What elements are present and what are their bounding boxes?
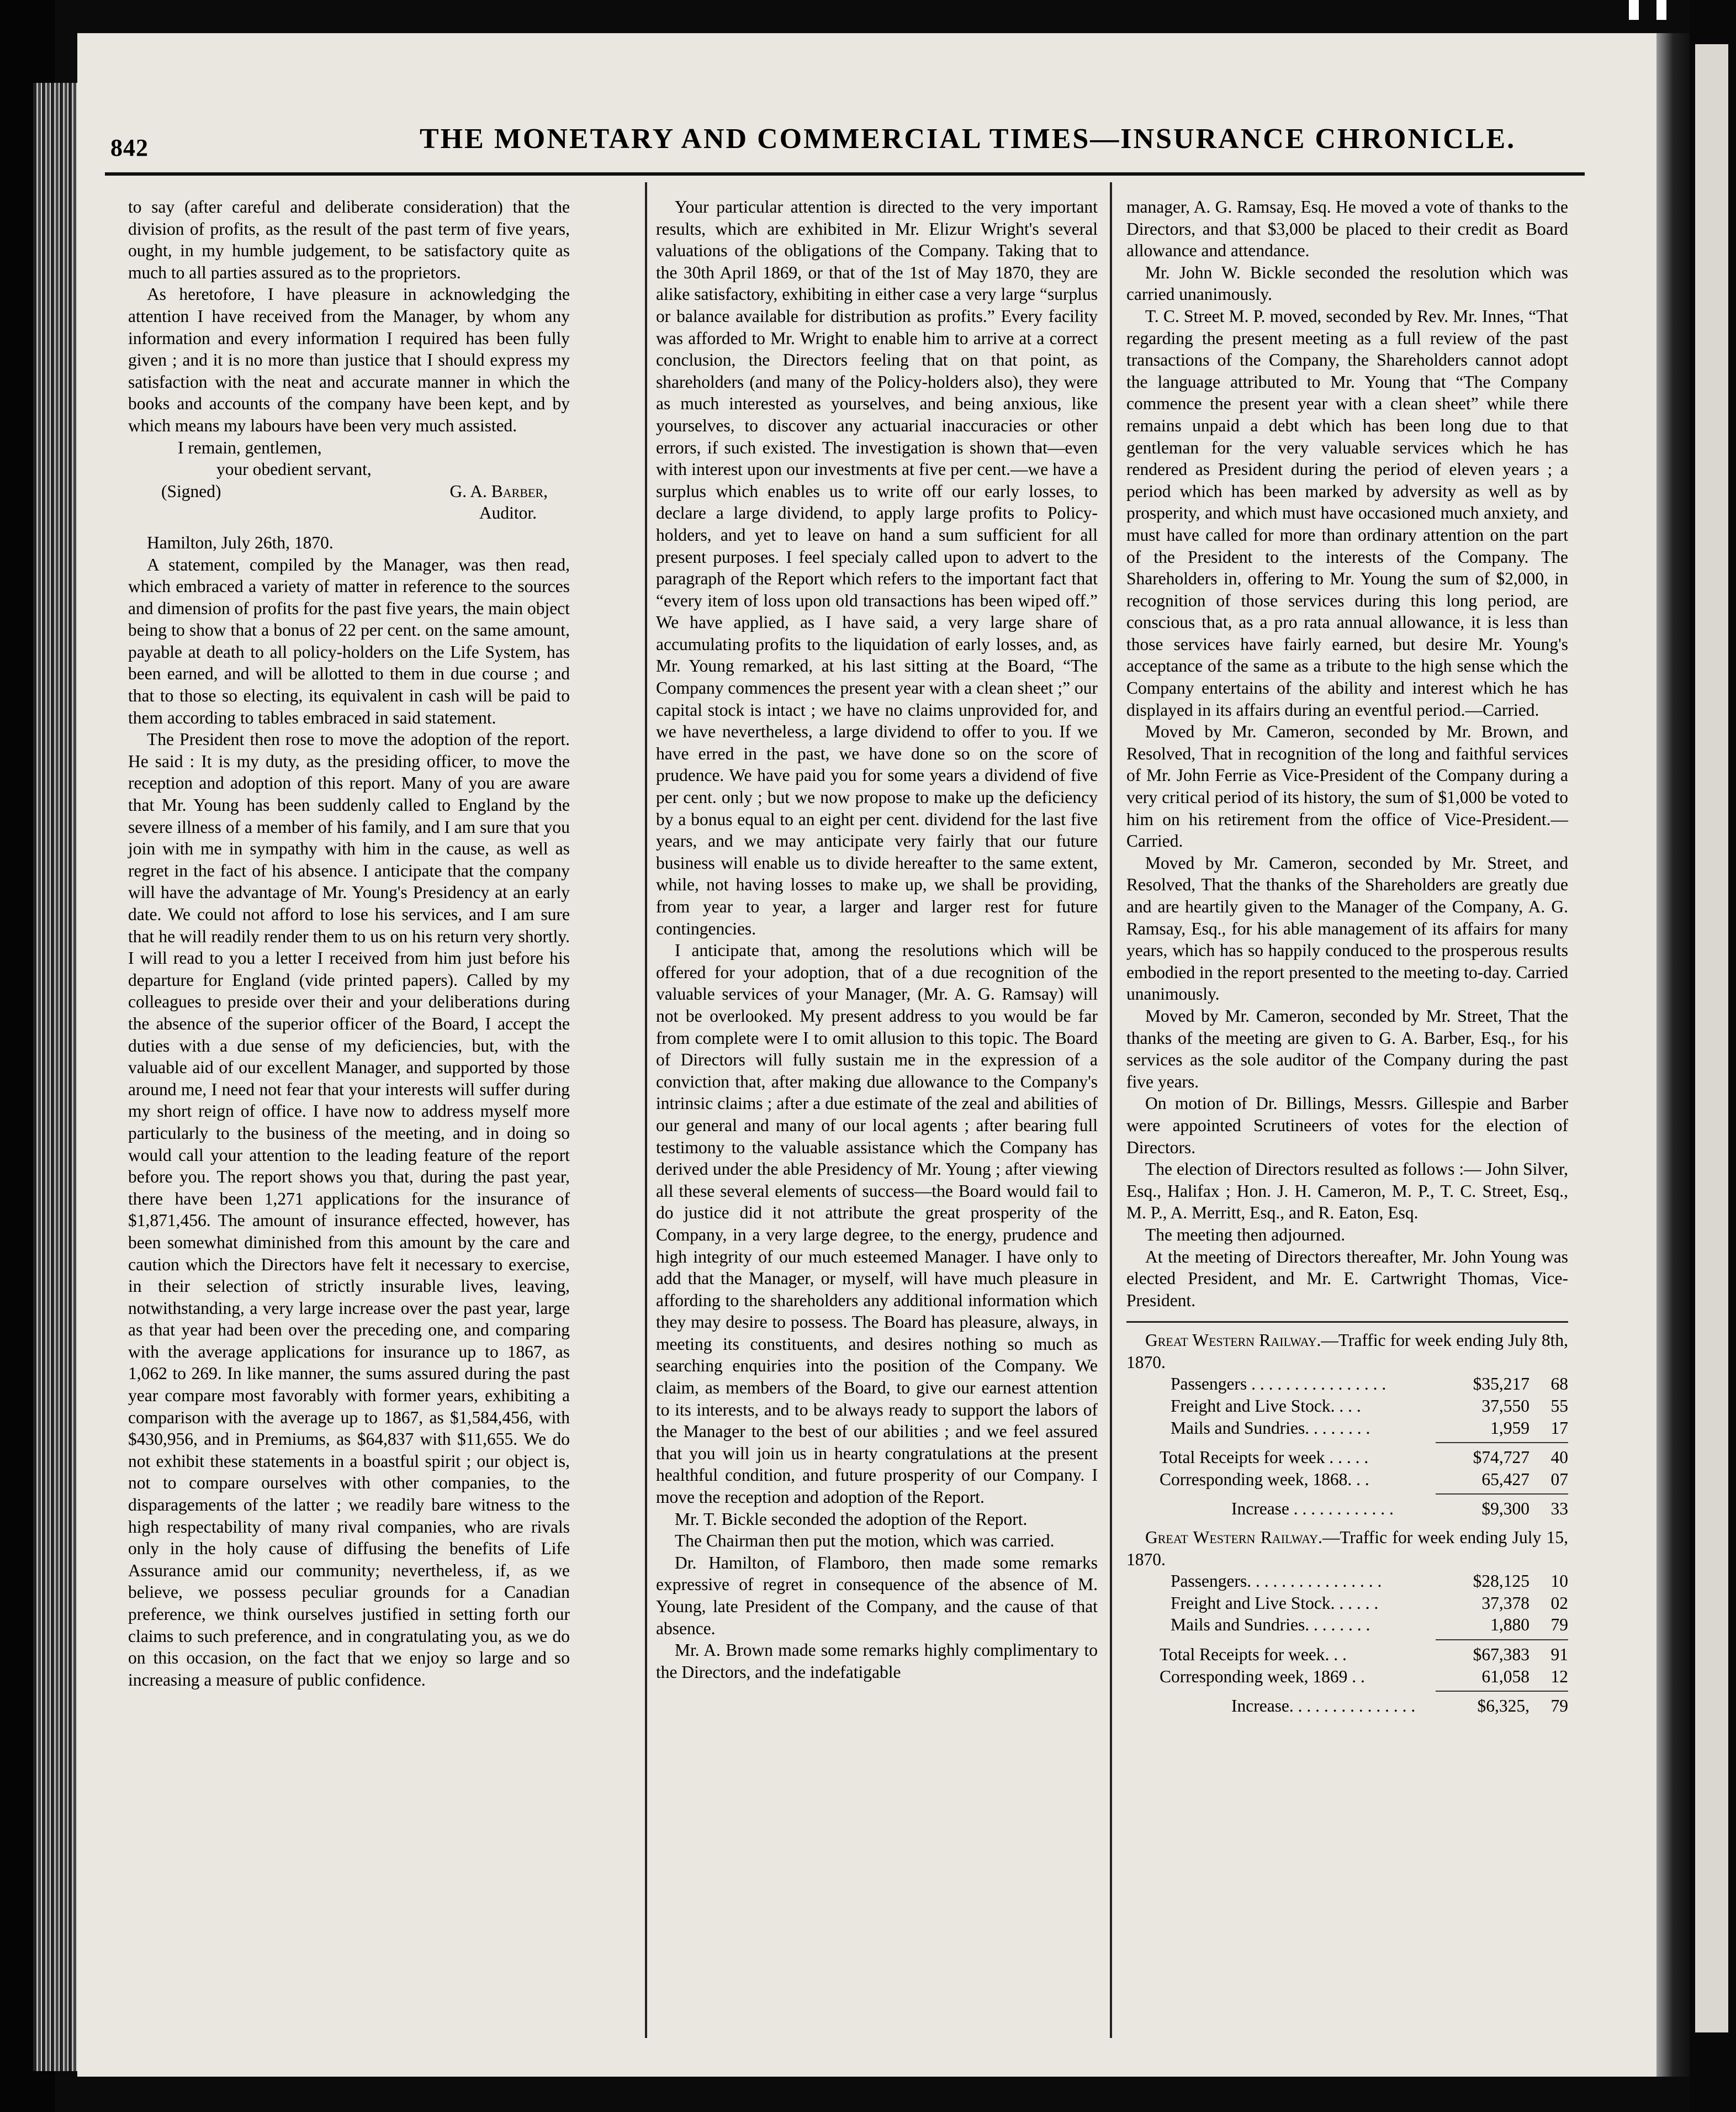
signature-name: G. A. Barber, xyxy=(449,481,548,501)
row-dollars: 37,378 xyxy=(1481,1593,1529,1613)
row-label: Passengers. . . . . . . . . . . . . . . . xyxy=(1171,1571,1382,1591)
column-3 xyxy=(1126,196,1568,1717)
column-rule xyxy=(1110,182,1112,2038)
row-dollars: $9,300 xyxy=(1481,1499,1529,1519)
book-page-edges xyxy=(33,83,77,2071)
paragraph: Mr. A. Brown made some remarks highly complimentary to the Directors, and the indefatigable xyxy=(656,1640,1098,1682)
book-gutter xyxy=(1656,33,1690,2077)
page-number: 842 xyxy=(110,134,149,161)
paragraph: As heretofore, I have pleasure in acknowledging the attention I have received from the Manager, by whom any information and every information I required has been fully given ; and it is no more than justice that I should express my satisfaction with the neat and accurate manner in which the books and accounts of the company have been kept, and by which means my labours have been very much assisted. xyxy=(128,284,570,435)
sum-rule xyxy=(1436,1639,1568,1640)
sum-rule xyxy=(1436,1442,1568,1443)
row-dollars: $67,383 xyxy=(1473,1645,1529,1664)
traffic-report xyxy=(1126,1527,1568,1717)
row-label: Total Receipts for week . . . . . xyxy=(1160,1448,1369,1467)
paragraph: The President then rose to move the adoption of the report. He said : It is my duty, as the presiding officer, to move the reception and adoption of this report. Many of you are aware that Mr. Young has been suddenly called to England by the severe illness of a member of his family, and I am sure that you join with me in sympathy with him in the cause, as well as regret in the fact of his absence. I anticipate that the company will have the advantage of Mr. Young's Presidency at an early date. We could not afford to lose his services, and I am sure that he will readily render them to us on his return very shortly. I will read to you a letter I received from him just before his departure for England (vide printed papers). Called by my colleagues to preside over their and your deliberations during the absence of the superior officer of the Board, I accept the duties with a due sense of my deficiencies, but, with the valuable aid of our excellent Manager, and supported by those around me, I need not fear that your interests will suffer during my short reign of office. I have now to address myself more particularly to the business of the meeting, and in doing so would call your attention to the leading feature of the report before you. The report shows you that, during the past year, there have been 1,271 applications for the insurance of $1,871,456. The amount of insurance effected, however, has been somewhat diminished from this amount by the care and caution which the Directors have felt it necessary to exercise, in their selection of strictly insurable lives, leaving, notwithstanding, a very large increase over the past year, large as that year had been over the preceding one, and comparing with the average applications for insurance up to 1867, as 1,062 to 269. In like manner, the sums assured during the past year compare most favorably with former years, exhibiting a comparison with the average up to 1867, as $1,584,456, with $430,956, and in Premiums, as $64,837 with $11,655. We do not exhibit these statements in a boastful spirit ; our object is, not to compare ourselves with other companies, to the disparagements of the latter ; we readily bare witness to the high respectability of many rival companies, who are rivals only in the holy cause of diffusing the benefits of Life Assurance amid our community; nevertheless, if, as we believe, we possess peculiar grounds for a Canadian preference, we think ourselves justified in setting forth our claims to such preference, and in congratulating you, as we do on this occasion, on the fact that we enjoy so large and so increasing a measure of public confidence. xyxy=(128,730,570,1689)
row-dollars: $28,125 xyxy=(1473,1571,1529,1591)
paragraph: On motion of Dr. Billings, Messrs. Gillespie and Barber were appointed Scrutineers of votes for the election of Directors. xyxy=(1126,1094,1568,1157)
running-title: THE MONETARY AND COMMERCIAL TIMES—INSURANCE CHRONICLE. xyxy=(420,123,1516,155)
dateline: Hamilton, July 26th, 1870. xyxy=(147,532,334,552)
film-mark xyxy=(1629,0,1639,20)
row-cents: 10 xyxy=(1550,1571,1568,1591)
sum-rule xyxy=(1436,1493,1568,1495)
section-rule xyxy=(1126,1321,1568,1323)
railway-name: Great Western Railway. xyxy=(1145,1528,1322,1548)
row-dollars: 61,058 xyxy=(1481,1666,1529,1686)
row-cents: 40 xyxy=(1550,1448,1568,1467)
row-dollars: 1,880 xyxy=(1490,1615,1529,1635)
paragraph: Mr. John W. Bickle seconded the resolution which was carried unanimously. xyxy=(1126,262,1568,304)
signature-closing: your obedient servant, xyxy=(216,460,372,479)
row-label: Corresponding week, 1869 . . xyxy=(1160,1666,1365,1686)
paragraph: A statement, compiled by the Manager, was then read, which embraced a variety of matter in reference to the sources and dimension of profits for the past five years, the main object being to show that a bonus of 22 per cent. on the same amount, payable at death to all policy-holders on the Life System, has been earned, and will be allotted to them in due course ; and that to those so electing, its equivalent in cash will be paid to them according to tables embraced in said statement. xyxy=(128,555,570,727)
row-label: Increase . . . . . . . . . . . . xyxy=(1231,1499,1394,1519)
row-dollars: 65,427 xyxy=(1481,1469,1529,1489)
column-2 xyxy=(656,196,1098,1683)
paragraph: T. C. Street M. P. moved, seconded by Rev. Mr. Innes, “That regarding the present meeting as a full review of the past transactions of the Company, the Shareholders cannot adopt the language attributed to Mr. Young that “The Company commence the present year with a clean sheet” while there remains unpaid a debt which has been long due to that gentleman for the very valuable services which he has rendered as President during the period of eleven years ; a period which has been marked by adversity as well as by prosperity, and which must have occasioned much anxiety, and must have called for more than ordinary attention on the part of the President to the interests of the Company. The Shareholders in, offering to Mr. Young the sum of $2,000, in recognition of those services during this long period, are conscious that, as a pro rata annual allowance, it is less than those services have fairly earned, but desire Mr. Young's acceptance of the same as a tribute to the high sense which the Company entertains of the ability and interest which he has displayed in its affairs during an eventful period.—Carried. xyxy=(1126,306,1568,720)
row-label: Mails and Sundries. . . . . . . . xyxy=(1171,1418,1370,1438)
traffic-corresponding-row xyxy=(1126,1469,1568,1491)
traffic-heading-text: —Traffic for week ending July 8th, 1870. xyxy=(1126,1330,1569,1372)
header-rule xyxy=(105,172,1585,176)
row-cents: 79 xyxy=(1550,1615,1568,1635)
paragraph: I anticipate that, among the resolutions which will be offered for your adoption, that of a due recognition of the valuable services of your Manager, (Mr. A. G. Ramsay) will not be overlooked. My present address to you would be far from complete were I to omit allusion to this topic. The Board of Directors will fully sustain me in the expression of a conviction that, after making due allowance to the Company's intrinsic claims ; after a due estimate of the zeal and abilities of our general and many of our local agents ; after bearing full testimony to the valuable assistance which the Company has derived under the able Presidency of Mr. Young ; after viewing all these several elements of success—the Board would fail to do justice did it not attribute the great prosperity of the Company, in a very large degree, to the energy, prudence and high integrity of our much esteemed Manager. I have only to add that the Manager, or myself, will have much pleasure in affording to the shareholders any additional information which they may desire to possess. The Board has pleasure, always, in meeting its constituents, and desires nothing so much as searching enquiries into the position of the Company. We claim, as members of the Board, to give our earnest attention to its interests, and to be always ready to support the labors of the Manager to the best of our abilities ; and we feel assured that you will join us in hearty congratulations at the present healthful condition, and future prosperity of our Company. I move the reception and adoption of the Report. xyxy=(656,941,1098,1507)
paragraph: Dr. Hamilton, of Flamboro, then made some remarks expressive of regret in consequence of the absence of M. Young, late President of the Company, and the cause of that absence. xyxy=(656,1553,1098,1638)
traffic-corresponding-row xyxy=(1126,1666,1568,1688)
row-label: Mails and Sundries. . . . . . . . xyxy=(1171,1615,1370,1635)
row-cents: 07 xyxy=(1550,1469,1568,1489)
row-cents: 91 xyxy=(1550,1645,1568,1664)
row-dollars: 1,959 xyxy=(1490,1418,1529,1438)
paragraph: The meeting then adjourned. xyxy=(1145,1224,1346,1244)
paragraph: Moved by Mr. Cameron, seconded by Mr. Street, and Resolved, That the thanks of the Shareholders are greatly due and are heartily given to the Manager of the Company, A. G. Ramsay, Esq., for his able management of its affairs for many years, which has so happily conduced to the prosperous results embodied in the report presented to the meeting to-day. Carried unanimously. xyxy=(1126,853,1568,1004)
traffic-row xyxy=(1126,1417,1568,1439)
traffic-heading xyxy=(1126,1527,1568,1570)
paragraph: The election of Directors resulted as follows :— John Silver, Esq., Halifax ; Hon. J. H. Cameron, M. P., T. C. Street, Esq., M. P., A. Merritt, Esq., and R. Eaton, Esq. xyxy=(1126,1159,1568,1223)
column-rule xyxy=(645,182,647,2038)
traffic-row xyxy=(1126,1592,1568,1614)
signature-closing: I remain, gentlemen, xyxy=(178,437,322,457)
traffic-row xyxy=(1126,1395,1568,1417)
traffic-total-row xyxy=(1126,1644,1568,1666)
row-cents: 17 xyxy=(1550,1418,1568,1438)
sum-rule xyxy=(1436,1691,1568,1692)
row-label: Freight and Live Stock. . . . xyxy=(1171,1396,1361,1416)
signature-line xyxy=(128,481,570,503)
row-dollars: $35,217 xyxy=(1473,1374,1529,1394)
column-1 xyxy=(128,196,570,1691)
traffic-increase-row xyxy=(1126,1498,1568,1520)
row-label: Corresponding week, 1868. . . xyxy=(1160,1469,1369,1489)
traffic-total-row xyxy=(1126,1446,1568,1469)
adjacent-page-edge xyxy=(1695,44,1728,2032)
traffic-heading-text: —Traffic for week ending July 15, 1870. xyxy=(1126,1528,1569,1569)
paragraph: Moved by Mr. Cameron, seconded by Mr. Brown, and Resolved, That in recognition of the long and faithful services of Mr. John Ferrie as Vice-President of the Company during a very critical period of its history, the sum of $1,000 be voted to him on his retirement from the office of Vice-President.—Carried. xyxy=(1126,722,1568,851)
paragraph: The Chairman then put the motion, which was carried. xyxy=(675,1531,1055,1551)
row-cents: 68 xyxy=(1550,1374,1568,1394)
signature-title: Auditor. xyxy=(479,503,537,523)
row-cents: 33 xyxy=(1550,1499,1568,1519)
traffic-report xyxy=(1126,1329,1568,1520)
row-dollars: $6,325, xyxy=(1477,1696,1529,1716)
row-cents: 79 xyxy=(1550,1696,1568,1716)
row-cents: 02 xyxy=(1550,1593,1568,1613)
traffic-heading xyxy=(1126,1329,1568,1373)
traffic-row xyxy=(1126,1373,1568,1395)
paragraph: Mr. T. Bickle seconded the adoption of the Report. xyxy=(675,1509,1028,1529)
signature-signed: (Signed) xyxy=(161,481,221,501)
row-label: Passengers . . . . . . . . . . . . . . . . xyxy=(1171,1374,1386,1394)
row-label: Increase. . . . . . . . . . . . . . . xyxy=(1231,1696,1416,1716)
paragraph: Moved by Mr. Cameron, seconded by Mr. Street, That the thanks of the meeting are given to G. A. Barber, Esq., for his services as the sole auditor of the Company during the past five years. xyxy=(1126,1006,1568,1091)
railway-name: Great Western Railway. xyxy=(1145,1330,1321,1350)
traffic-increase-row xyxy=(1126,1695,1568,1717)
row-dollars: $74,727 xyxy=(1473,1448,1529,1467)
paragraph: manager, A. G. Ramsay, Esq. He moved a vote of thanks to the Directors, and that $3,000 be placed to their credit as Board allowance and attendance. xyxy=(1126,197,1568,261)
row-label: Total Receipts for week. . . xyxy=(1160,1645,1347,1664)
traffic-row xyxy=(1126,1614,1568,1636)
row-dollars: 37,550 xyxy=(1481,1396,1529,1416)
row-cents: 12 xyxy=(1550,1666,1568,1686)
paragraph: Your particular attention is directed to the very important results, which are exhibited in Mr. Elizur Wright's several valuations of the obligations of the Company. Taking that to the 30th April 1869, or that of the 1st of May 1870, they are alike satisfactory, exhibiting in either case a very large “surplus or balance available for distribution as profits.” Every facility was afforded to Mr. Wright to enable him to arrive at a correct conclusion, the Directors feeling that on that point, as shareholders (and many of the Policy-holders also), they were as much interested as yourselves, and being anxious, like yourselves, to discover any actuarial inaccuracies or other errors, if such existed. The investigation is shown that—even with interest upon our investments at five per cent.—we have a surplus which enables us to write off our early losses, to declare a large dividend, to apply large profits to Policy-holders, and yet to leave on hand a sum sufficient for all present purposes. I feel specialy called upon to advert to the paragraph of the Report which refers to the important fact that “every item of loss upon old transactions has been wiped off.” We have applied, as I have said, a very large share of accumulating profits to the liquidation of early losses, and, as Mr. Young remarked, at his last sitting at the Board, “The Company commences the present year with a clean sheet ;” our capital stock is intact ; we have no claims unprovided for, and we have nevertheless, a large dividend to offer to you. If we have erred in the past, we have done so on the score of prudence. We have paid you for some years a dividend of five per cent. only ; but we now propose to make up the deficiency by a bonus equal to an eight per cent. dividend for the last five years, and we may anticipate very fairly that our future business will enable us to divide hereafter to the same extent, while, not having losses to make up, we shall be providing, from year to year, a larger and larger rest for future contingencies. xyxy=(656,197,1098,938)
row-cents: 55 xyxy=(1550,1396,1568,1416)
film-mark xyxy=(1656,0,1666,20)
paragraph: At the meeting of Directors thereafter, Mr. John Young was elected President, and Mr. E. Cartwright Thomas, Vice-President. xyxy=(1126,1247,1568,1310)
traffic-row xyxy=(1126,1570,1568,1592)
paragraph: to say (after careful and deliberate consideration) that the division of profits, as the result of the past term of five years, ought, in my humble judgement, to be satisfactory quite as much to all parties assured as to the proprietors. xyxy=(128,197,570,282)
row-label: Freight and Live Stock. . . . . . xyxy=(1171,1593,1379,1613)
